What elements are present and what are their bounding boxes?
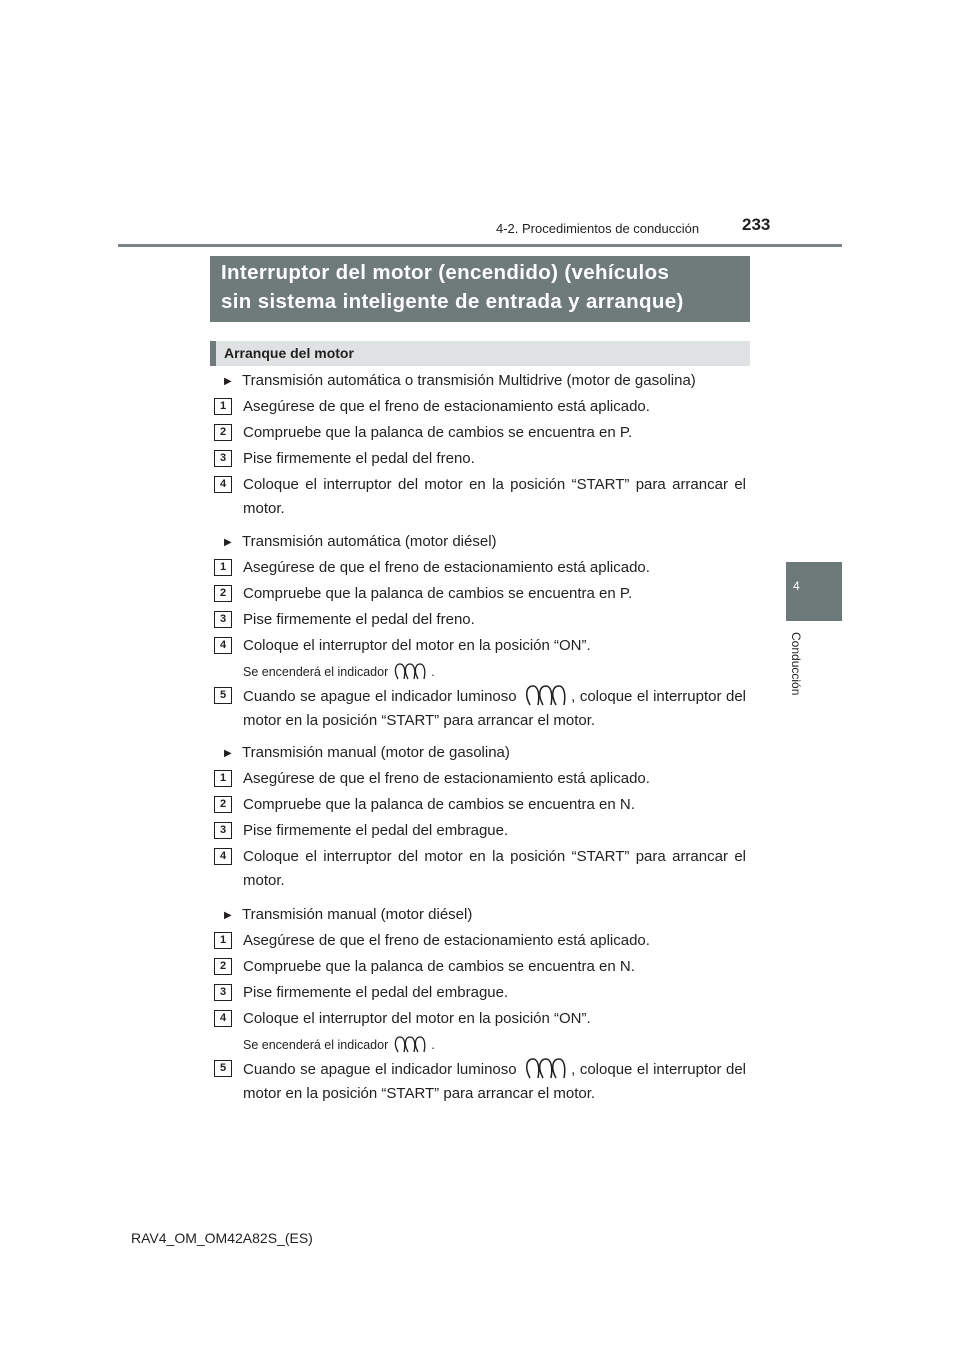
step-number: 5 — [214, 1060, 232, 1077]
step-text: Coloque el interruptor del motor en la posición “START” para arrancar el motor. — [243, 476, 746, 517]
page-title-line-2: sin sistema inteligente de entrada y arranque) — [221, 290, 684, 313]
step-note: Se encenderá el indicador . — [243, 662, 435, 682]
subsection-title: Arranque del motor — [224, 345, 354, 361]
step-number: 3 — [214, 450, 232, 467]
step-number: 4 — [214, 637, 232, 654]
step-number: 1 — [214, 932, 232, 949]
step-text: Compruebe que la palanca de cambios se encuentra en N. — [243, 958, 635, 975]
step-text: Compruebe que la palanca de cambios se encuentra en N. — [243, 796, 635, 813]
header-rule — [118, 244, 842, 247]
step-number: 4 — [214, 848, 232, 865]
step-text: Coloque el interruptor del motor en la posición “ON”. — [243, 1010, 591, 1027]
glow-plug-indicator-icon — [523, 1057, 569, 1081]
step-text: Cuando se apague el indicador luminoso , coloque el interruptor del motor en la posición “START” para arrancar el motor. — [243, 684, 746, 733]
step-text: Compruebe que la palanca de cambios se encuentra en P. — [243, 424, 633, 441]
step-text: Asegúrese de que el freno de estacionamiento está aplicado. — [243, 932, 650, 949]
step-number: 1 — [214, 398, 232, 415]
step-number: 1 — [214, 770, 232, 787]
step-number: 2 — [214, 424, 232, 441]
page-title — [210, 256, 750, 322]
glow-plug-indicator-icon — [392, 662, 428, 682]
step-number: 3 — [214, 984, 232, 1001]
page-number: 233 — [742, 215, 771, 234]
triangle-bullet-icon: ▶ — [224, 537, 232, 548]
step-number: 1 — [214, 559, 232, 576]
step-number: 4 — [214, 1010, 232, 1027]
step-text: Pise firmemente el pedal del freno. — [243, 450, 475, 467]
step-number: 4 — [214, 476, 232, 493]
step-note: Se encenderá el indicador . — [243, 1035, 435, 1055]
step-text: Compruebe que la palanca de cambios se encuentra en P. — [243, 585, 633, 602]
chapter-tab-label: Conducción — [789, 632, 803, 696]
triangle-bullet-icon: ▶ — [224, 748, 232, 759]
triangle-bullet-icon: ▶ — [224, 376, 232, 387]
step-text: Coloque el interruptor del motor en la posición “ON”. — [243, 637, 591, 654]
step-text: Pise firmemente el pedal del embrague. — [243, 984, 509, 1001]
step-text: Cuando se apague el indicador luminoso , coloque el interruptor del motor en la posición “START” para arrancar el motor. — [243, 1057, 746, 1106]
triangle-bullet-icon: ▶ — [224, 910, 232, 921]
section-heading: ▶ Transmisión automática o transmisión Multidrive (motor de gasolina) — [224, 372, 696, 389]
section-heading: ▶ Transmisión automática (motor diésel) — [224, 533, 497, 550]
step-number: 3 — [214, 822, 232, 839]
section-header: 4-2. Procedimientos de conducción — [496, 221, 700, 236]
step-text: Pise firmemente el pedal del embrague. — [243, 822, 509, 839]
page-title-line-1: Interruptor del motor (encendido) (vehículos — [221, 261, 670, 284]
glow-plug-indicator-icon — [392, 1035, 428, 1055]
step-number: 2 — [214, 585, 232, 602]
chapter-tab-number: 4 — [793, 579, 800, 593]
step-text: Coloque el interruptor del motor en la posición “START” para arrancar el motor. — [243, 848, 746, 889]
section-heading: ▶ Transmisión manual (motor diésel) — [224, 906, 473, 923]
step-text: Asegúrese de que el freno de estacionamiento está aplicado. — [243, 559, 650, 576]
subsection-bar — [210, 341, 750, 366]
step-text: Pise firmemente el pedal del freno. — [243, 611, 475, 628]
step-number: 3 — [214, 611, 232, 628]
step-number: 5 — [214, 687, 232, 704]
step-text: Asegúrese de que el freno de estacionamiento está aplicado. — [243, 398, 650, 415]
step-number: 2 — [214, 796, 232, 813]
document-code: RAV4_OM_OM42A82S_(ES) — [131, 1230, 313, 1246]
step-number: 2 — [214, 958, 232, 975]
section-heading: ▶ Transmisión manual (motor de gasolina) — [224, 744, 510, 761]
step-text: Asegúrese de que el freno de estacionamiento está aplicado. — [243, 770, 650, 787]
glow-plug-indicator-icon — [523, 684, 569, 708]
